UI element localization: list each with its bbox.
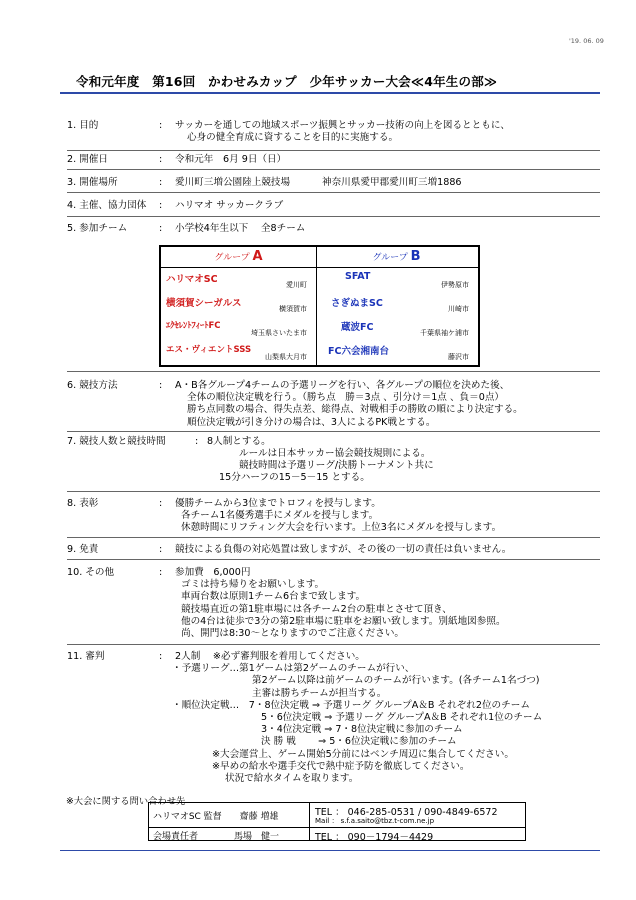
colon: : — [159, 651, 163, 662]
text-line: ゴミは持ち帰りをお願いします。 — [181, 579, 325, 591]
section-label: 4. 主催、協力団体 — [67, 200, 147, 211]
contact-table — [148, 802, 526, 841]
section-purpose — [67, 120, 600, 146]
text-line: 3・4位決定戦 ⇒ 7・8位決定戦に参加のチーム — [261, 724, 463, 736]
team-place: 山梨県大月市 — [265, 353, 307, 361]
team-place: 伊勢原市 — [441, 281, 469, 289]
venue-manager-name: 会場責任者 馬場 健一 — [153, 832, 280, 842]
section-label: 6. 競技方法 — [67, 380, 118, 391]
divider — [67, 537, 600, 538]
section-players — [67, 436, 600, 486]
team-cell — [161, 340, 311, 364]
manager-name: ハリマオSC 監督 齋藤 増雄 — [153, 812, 279, 822]
section-liability — [67, 544, 600, 557]
section-label: 8. 表彰 — [67, 498, 99, 509]
section-teams — [67, 223, 600, 236]
section-organizer — [67, 200, 600, 213]
text-line: 5・6位決定戦 ⇒ 予選リーグ グループA＆B それぞれ1位のチーム — [261, 711, 543, 723]
text-line: 全体の順位決定戦を行う。（勝ち点 勝＝3点 、引分け＝1点 、負＝0点） — [187, 392, 505, 404]
text-line: 主審は勝ちチームが担当する。 — [252, 687, 387, 699]
team-name: 横須賀シーガルス — [166, 298, 242, 309]
text-line: 15分ハーフの15－5－15 とする。 — [219, 472, 370, 484]
text-line: A・B各グループ4チームの予選リーグを行い、各グループの順位を決めた後、 — [175, 380, 510, 391]
group-b-letter: B — [410, 249, 421, 264]
text-line: ※大会運営上、ゲーム開始5分前にはベンチ周辺に集合してください。 — [212, 748, 514, 760]
row-divider — [149, 827, 525, 828]
document-date: '19. 06. 09 — [569, 37, 604, 45]
team-name: ハリマオSC — [166, 274, 218, 285]
group-a-prefix: グループ — [214, 253, 250, 263]
divider — [67, 216, 600, 217]
text-line: サッカーを通しての地域スポーツ振興とサッカー技術の向上を図るとともに、 — [175, 120, 511, 131]
title-underline — [60, 92, 600, 94]
player-count: 8人制とする。 — [207, 436, 271, 447]
team-cell — [161, 292, 311, 316]
divider — [67, 644, 600, 645]
text-line: 他の4台は徒歩で3分の第2駐車場に駐車をお願い致します。別紙地図参照。 — [181, 615, 506, 627]
team-name: さぎぬまSC — [331, 298, 383, 309]
team-place: 横須賀市 — [279, 305, 307, 313]
organizer-name: ハリマオ サッカークラブ — [175, 200, 284, 211]
section-awards — [67, 498, 600, 536]
text-line: 状況で給水タイムを取ります。 — [225, 772, 359, 784]
divider — [67, 192, 600, 193]
team-name: FC六会湘南台 — [328, 346, 389, 357]
colon: : — [159, 200, 163, 211]
team-place: 千葉県袖ケ浦市 — [420, 329, 469, 337]
group-a-header — [161, 249, 316, 264]
section-label: 10. その他 — [67, 567, 115, 578]
colon: : — [159, 498, 163, 509]
team-cell — [323, 292, 473, 316]
section-method — [67, 380, 600, 430]
text-line: 2人制 ※必ず審判服を着用してください。 — [175, 651, 365, 662]
section-date — [67, 154, 600, 167]
manager-phone: TEL ： 046-285-0531 / 090-4849-6572 — [315, 807, 498, 818]
text-line: ルールは日本サッカー協会競技規則による。 — [239, 448, 431, 459]
text-line: 決 勝 戦 ⇒ 5・6位決定戦に参加のチーム — [261, 736, 457, 748]
colon: : — [159, 177, 163, 188]
divider — [67, 371, 600, 372]
team-cell — [323, 340, 473, 364]
document-title: 令和元年度 第16回 かわせみカップ 少年サッカー大会≪4年生の部≫ — [76, 74, 498, 89]
venue-address: 神奈川県愛甲郡愛川町三増1886 — [322, 177, 462, 188]
section-label: 3. 開催場所 — [67, 177, 118, 188]
group-b-prefix: グループ — [372, 253, 408, 263]
colon: : — [159, 120, 163, 131]
text-line: 優勝チームから3位までトロフィを授与します。 — [175, 498, 381, 509]
text-line: 各チーム1名優秀選手にメダルを授与します。 — [181, 510, 379, 522]
team-cell — [161, 268, 311, 292]
section-label: 7. 競技人数と競技時間 — [67, 436, 166, 447]
event-date: 令和元年 6月 9日（日） — [175, 154, 287, 165]
venue-name: 愛川町三増公園陸上競技場 — [175, 177, 291, 188]
manager-email: Mail ： s.f.a.saito@tbz.t-com.ne.jp — [315, 817, 435, 825]
colon: : — [195, 436, 199, 447]
divider — [67, 150, 600, 151]
team-name: SFAT — [345, 271, 371, 282]
section-label: 2. 開催日 — [67, 154, 108, 165]
text-line: 車両台数は原則1チーム6台まで致します。 — [181, 591, 366, 603]
section-label: 5. 参加チーム — [67, 223, 128, 234]
text-line: ・予選リーグ…第1ゲームは第2ゲームのチームが行い、 — [172, 663, 415, 675]
section-label: 9. 免責 — [67, 544, 99, 555]
colon: : — [159, 544, 163, 555]
text-line: ※早めの給水や選手交代で熱中症予防を徹底してください。 — [212, 760, 470, 772]
team-place: 愛川町 — [286, 281, 307, 289]
team-place: 川崎市 — [448, 305, 469, 313]
text-line: ・順位決定戦… 7・8位決定戦 ⇒ 予選リーグ グループA＆B それぞれ2位のチーム — [172, 699, 530, 711]
column-divider — [316, 247, 317, 365]
column-divider — [309, 803, 310, 840]
group-table — [159, 245, 480, 367]
teams-summary: 小学校4年生以下 全8チーム — [175, 223, 306, 234]
team-place: 埼玉県さいたま市 — [251, 329, 307, 337]
divider — [67, 431, 600, 432]
text-line: 心身の健全育成に資することを目的に実施する。 — [187, 132, 399, 144]
text-line: 競技場直近の第1駐車場には各チーム2台の駐車とさせて頂き、 — [181, 603, 452, 615]
team-cell — [323, 268, 473, 292]
team-name: 蔵波FC — [341, 322, 374, 333]
text-line: 尚、開門は8:30～となりますのでご注意ください。 — [181, 627, 405, 639]
section-venue — [67, 177, 600, 190]
section-other — [67, 567, 600, 641]
team-cell — [161, 316, 311, 340]
group-b-header — [319, 249, 474, 264]
divider — [67, 169, 600, 170]
divider — [67, 491, 600, 492]
text-line: 勝ち点同数の場合、得失点差、総得点、対戦相手の勝敗の順により決定する。 — [187, 404, 523, 416]
section-referee — [67, 651, 600, 787]
colon: : — [159, 223, 163, 234]
text-line: 参加費 6,000円 — [175, 567, 251, 578]
colon: : — [159, 380, 163, 391]
text-line: 順位決定戦が引き分けの場合は、3人によるPK戦とする。 — [187, 416, 436, 428]
group-a-letter: A — [252, 249, 263, 264]
text-line: 競技時間は予選リーグ/決勝トーナメント共に — [239, 460, 434, 472]
team-name: エス・ヴィエントSSS — [166, 345, 252, 355]
colon: : — [159, 567, 163, 578]
section-label: 11. 審判 — [67, 651, 105, 662]
team-cell — [323, 316, 473, 340]
liability-text: 競技による負傷の対応処置は致しますが、その後の一切の責任は負いません。 — [175, 544, 512, 555]
team-name: ｴｸｾﾚﾝﾄﾌｨｰﾄFC — [166, 321, 221, 331]
section-label: 1. 目的 — [67, 120, 99, 131]
team-place: 藤沢市 — [448, 353, 469, 361]
colon: : — [159, 154, 163, 165]
text-line: 第2ゲーム以降は前ゲームのチームが行います。(各チーム1名づつ) — [252, 675, 540, 687]
text-line: 休憩時間にリフティング大会を行います。上位3名にメダルを授与します。 — [181, 522, 502, 534]
venue-manager-phone: TEL ： 090－1794－4429 — [315, 832, 434, 843]
divider — [67, 559, 600, 560]
contact-heading: ※大会に関する問い合わせ先 — [66, 796, 186, 807]
footer-rule — [60, 850, 600, 851]
